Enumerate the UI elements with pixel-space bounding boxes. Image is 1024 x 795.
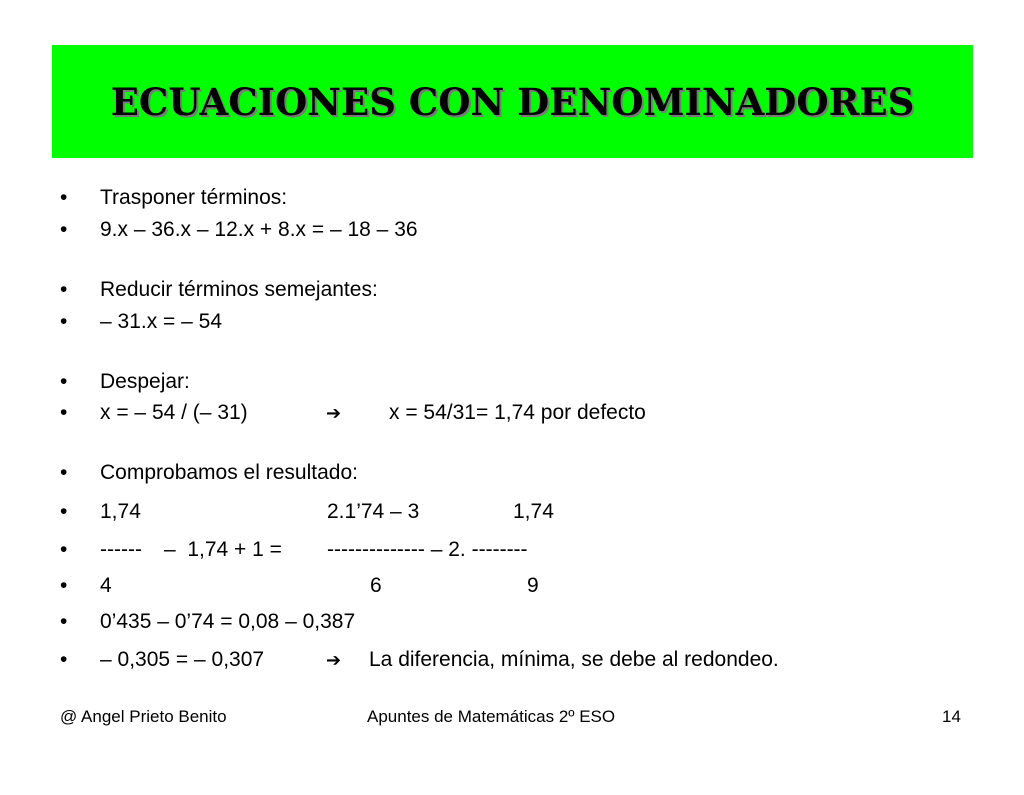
list-item	[0, 307, 223, 337]
list-item-text: Trasponer términos:	[100, 186, 288, 209]
bullet-icon: •	[60, 218, 68, 241]
list-item-text: 1,74	[100, 500, 141, 523]
footer-page-number: 14	[942, 707, 961, 726]
footer-author: @ Angel Prieto Benito	[60, 707, 227, 726]
bullet-icon: •	[60, 461, 68, 484]
list-item-text: 6	[370, 574, 382, 597]
list-item	[0, 398, 646, 428]
list-item-text: 1,74	[513, 500, 554, 523]
list-item-text: x = 54/31= 1,74 por defecto	[389, 401, 646, 424]
list-item-text: 2.1’74 – 3	[327, 500, 420, 523]
list-item-text: La diferencia, mínima, se debe al redondeo.	[369, 648, 779, 671]
list-item	[0, 535, 528, 565]
list-item	[0, 367, 190, 397]
list-item-text: 4	[100, 574, 112, 597]
list-item-text: -------------- – 2. --------	[327, 538, 528, 561]
arrow-right-icon: ➔	[326, 403, 342, 423]
list-item-text: – 0,305 = – 0,307	[100, 648, 265, 671]
list-item	[0, 275, 378, 305]
list-item-text: Comprobamos el resultado:	[100, 461, 358, 484]
list-item-text: – 31.x = – 54	[100, 310, 223, 333]
bullet-icon: •	[60, 610, 68, 633]
list-item-text: 9.x – 36.x – 12.x + 8.x = – 18 – 36	[100, 218, 418, 241]
list-item-text: – 1,74 + 1 =	[164, 538, 282, 561]
list-item	[0, 607, 356, 637]
list-item-text: 9	[527, 574, 539, 597]
list-item-text: 0’435 – 0’74 = 0,08 – 0,387	[100, 610, 356, 633]
bullet-icon: •	[60, 186, 68, 209]
arrow-right-icon: ➔	[326, 650, 342, 670]
list-item	[0, 215, 418, 245]
bullet-icon: •	[60, 310, 68, 333]
bullet-icon: •	[60, 648, 68, 671]
bullet-icon: •	[60, 278, 68, 301]
list-item-text: Despejar:	[100, 370, 190, 393]
bullet-icon: •	[60, 401, 68, 424]
bullet-icon: •	[60, 500, 68, 523]
slide-title: ECUACIONES CON DENOMINADORES	[110, 79, 915, 124]
list-item	[0, 458, 358, 488]
bullet-icon: •	[60, 538, 68, 561]
footer-course: Apuntes de Matemáticas 2º ESO	[367, 707, 616, 726]
list-item-text: ------	[100, 538, 142, 561]
list-item	[0, 645, 779, 675]
list-item-text: x = – 54 / (– 31)	[100, 401, 248, 424]
title-banner	[52, 45, 973, 158]
list-item	[0, 571, 539, 601]
list-item	[0, 183, 288, 213]
list-item	[0, 497, 554, 527]
list-item-text: Reducir términos semejantes:	[100, 278, 378, 301]
bullet-icon: •	[60, 574, 68, 597]
bullet-icon: •	[60, 370, 68, 393]
